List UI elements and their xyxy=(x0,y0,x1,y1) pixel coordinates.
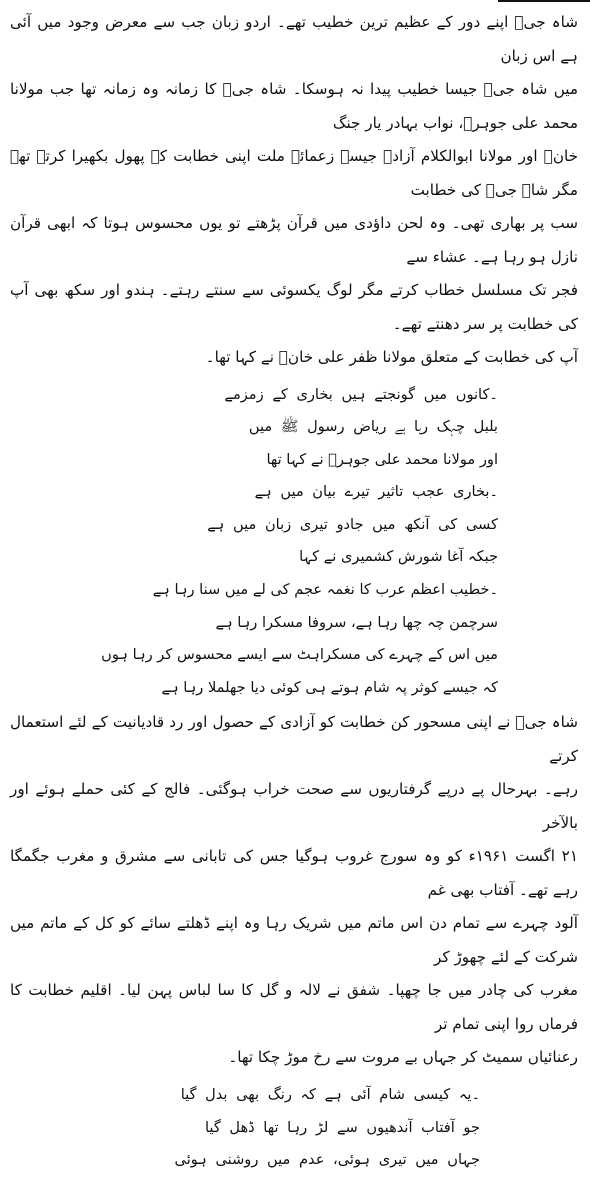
verse-line: جو آفتاب آندھیوں سے لڑ رہا تھا ڈھل گیا xyxy=(204,1118,480,1136)
verse-line: ۔خطیب اعظم عرب کا نغمہ عجم کی لے میں سنا رہا ہے xyxy=(152,581,498,599)
verse-line: جہاں میں تیری ہوئی، عدم میں روشنی ہوئی xyxy=(174,1151,480,1169)
paragraph-line: سب پر بھاری تھی۔ وہ لحن داؤدی میں قرآن پڑھتے تو یوں محسوس ہوتا کہ ابھی قرآن نازل ہو رہا ہے۔ عشاء سے xyxy=(10,214,578,266)
verse-line: ۔بخاری عجب تاثیر تیرے بیان میں ہے xyxy=(254,483,498,501)
verse-line: کسی کی آنکھ میں جادو تیری زبان میں ہے xyxy=(207,515,498,533)
paragraph-line: ۲۱ اگست ۱۹۶۱ء کو وہ سورج غروب ہوگیا جس کی تابانی سے مشرق و مغرب جگمگا رہے تھے۔ آفتاب بھی غم xyxy=(10,847,578,899)
verse-attribution: اور مولانا محمد علی جوہرؒ نے کہا تھا xyxy=(266,450,498,468)
verse-line: بلبل چہک رہا ہے ریاض رسول ﷺ میں xyxy=(248,418,498,436)
paragraph-2 xyxy=(10,706,578,1075)
verse-line: میں اس کے چہرے کی مسکراہٹ سے ایسے محسوس کر رہا ہوں xyxy=(101,646,498,664)
intro-zafar-ali-khan: آپ کی خطابت کے متعلق مولانا ظفر علی خانؒ نے کہا تھا۔ xyxy=(205,348,578,366)
verse-line: کہ جیسے کوثر پہ شام ہوتے ہی کوئی دیا جھلملا رہا ہے xyxy=(161,678,498,696)
verses-block-2 xyxy=(10,1079,578,1177)
verse-line: ۔یہ کیسی شام آئی ہے کہ رنگ بھی بدل گیا xyxy=(180,1085,480,1103)
paragraph-line: شاہ جیؒ نے اپنی مسحور کن خطابت کو آزادی کے حصول اور رد قادیانیت کے لئے استعمال کرتے xyxy=(10,713,578,765)
paragraph-line: آلود چہرے سے تمام دن اس ماتم میں شریک رہا وہ اپنے ڈھلتے سائے کو کل کے ماتم میں شرکت کے لئے چھوڑ کر xyxy=(10,914,578,966)
paragraph-line: رعنائیاں سمیٹ کر جہاں بے مروت سے رخ موڑ چکا تھا۔ xyxy=(228,1048,578,1067)
top-rule xyxy=(498,0,590,2)
verses-block-1 xyxy=(10,379,578,705)
verse-line: سرچمن چہ چھا رہا ہے، سروفا مسکرا رہا ہے xyxy=(215,613,498,631)
paragraph-line: شاہ جیؒ اپنے دور کے عظیم ترین خطیب تھے۔ اردو زبان جب سے معرض وجود میں آئی ہے اس زبان xyxy=(10,13,578,65)
verse-line: ۔کانوں میں گونجتے ہیں بخاری کے زمزمے xyxy=(224,385,498,403)
paragraph-line: رہے۔ بہرحال پے درپے گرفتاریوں سے صحت خراب ہوگئی۔ فالج کے کئی حملے ہوئے اور بالآخر xyxy=(10,780,578,832)
paragraph-line: فجر تک مسلسل خطاب کرتے مگر لوگ یکسوئی سے سنتے رہتے۔ ہندو اور سکھ بھی آپ کی خطابت پر سر دھنتے تھے۔ xyxy=(10,281,578,333)
paragraph-line: خانؒ اور مولانا ابوالکلام آزادؒ جیسے زعمائے ملت اپنی خطابت کے پھول بکھیرا کرتے تھے مگر شاہ جیؒ کی خطابت xyxy=(10,147,578,199)
paragraph-line: میں شاہ جیؒ جیسا خطیب پیدا نہ ہوسکا۔ شاہ جیؒ کا زمانہ وہ زمانہ تھا جب مولانا محمد علی جوہرؒ، نواب بہادر یار جنگ xyxy=(10,80,578,132)
paragraph-line: مغرب کی چادر میں جا چھپا۔ شفق نے لالہ و گل کا سا لباس پہن لیا۔ اقلیم خطابت کا فرماں روا اپنی تمام تر xyxy=(10,981,578,1033)
verse-attribution: جبکہ آغا شورش کشمیری نے کہا xyxy=(299,548,498,566)
paragraph-1 xyxy=(10,6,578,341)
